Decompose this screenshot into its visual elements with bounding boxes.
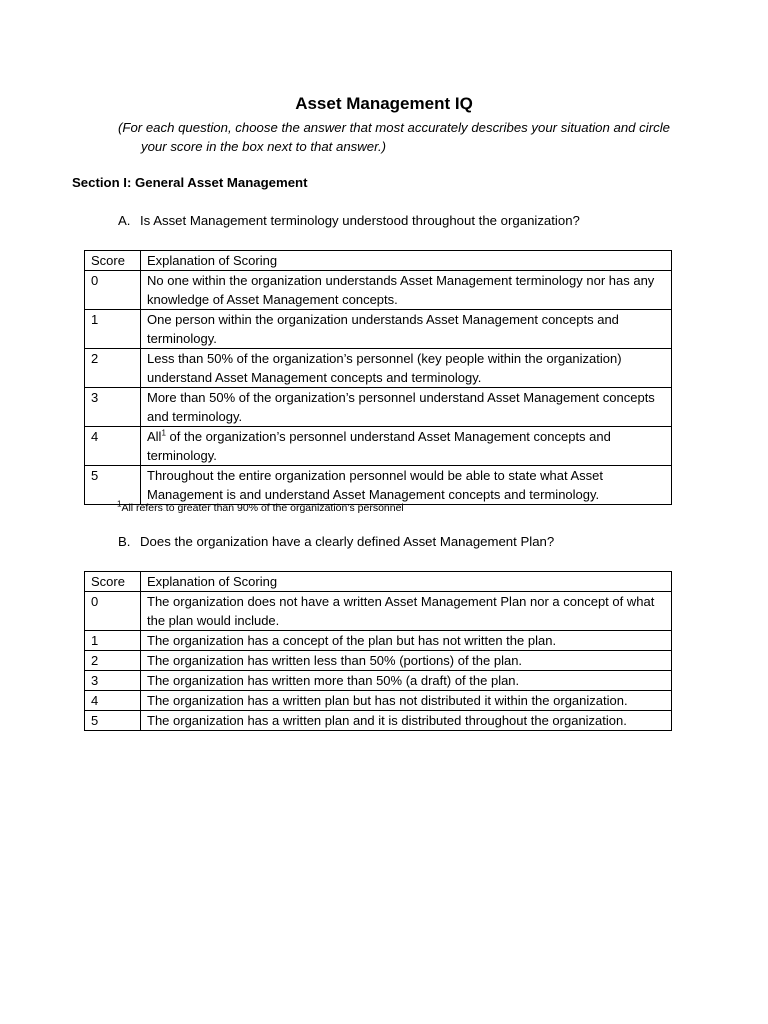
explanation-rest: of the organization’s personnel understand Asset Management concepts and terminology. (147, 429, 611, 463)
question-a-text: Is Asset Management terminology understood throughout the organization? (140, 213, 580, 228)
score-header: Score (85, 251, 141, 271)
table-header-row (85, 572, 672, 592)
explanation-cell: The organization has written less than 50% (portions) of the plan. (141, 651, 672, 671)
score-header: Score (85, 572, 141, 592)
score-cell[interactable]: 4 (85, 691, 141, 711)
explanation-cell: The organization has a written plan but has not distributed it within the organization. (141, 691, 672, 711)
scoring-table-a (84, 250, 672, 505)
score-cell[interactable]: 4 (85, 427, 141, 466)
question-b-text: Does the organization have a clearly defined Asset Management Plan? (140, 534, 555, 549)
score-cell[interactable]: 1 (85, 631, 141, 651)
score-cell[interactable]: 0 (85, 592, 141, 631)
table-row (85, 671, 672, 691)
question-b (118, 534, 554, 549)
score-cell[interactable]: 1 (85, 310, 141, 349)
table-row (85, 271, 672, 310)
table-row (85, 592, 672, 631)
table-header-row (85, 251, 672, 271)
score-cell[interactable]: 0 (85, 271, 141, 310)
explanation-prefix: All (147, 429, 162, 444)
footnote (117, 499, 404, 514)
explanation-cell: More than 50% of the organization’s personnel understand Asset Management concepts and terminology. (141, 388, 672, 427)
explanation-cell: Less than 50% of the organization’s personnel (key people within the organization) understand Asset Management concepts and terminology. (141, 349, 672, 388)
score-cell[interactable]: 2 (85, 349, 141, 388)
table-row (85, 349, 672, 388)
footnote-marker: 1 (161, 428, 166, 438)
explanation-cell: Throughout the entire organization personnel would be able to state what Asset Management is and understand Asset Management concepts and terminology. (141, 466, 672, 505)
explanation-cell: The organization does not have a written Asset Management Plan nor a concept of what the plan would include. (141, 592, 672, 631)
explanation-cell: The organization has a written plan and it is distributed throughout the organization. (141, 711, 672, 731)
instructions-line-2: your score in the box next to that answer.) (141, 139, 387, 154)
instructions (118, 118, 708, 156)
explanation-cell: One person within the organization understands Asset Management concepts and terminology. (141, 310, 672, 349)
page-title: Asset Management IQ (295, 94, 473, 113)
explanation-cell: No one within the organization understands Asset Management terminology nor has any knowledge of Asset Management concepts. (141, 271, 672, 310)
section-heading: Section I: General Asset Management (72, 175, 308, 190)
table-row (85, 711, 672, 731)
score-cell[interactable]: 5 (85, 466, 141, 505)
explanation-cell (141, 427, 672, 466)
table-row (85, 466, 672, 505)
question-b-letter: B. (118, 534, 131, 549)
table-row (85, 651, 672, 671)
instructions-line-1: (For each question, choose the answer that most accurately describes your situation and circle (118, 120, 670, 135)
question-a (118, 213, 580, 228)
score-cell[interactable]: 3 (85, 388, 141, 427)
explanation-header: Explanation of Scoring (141, 572, 672, 592)
score-cell[interactable]: 2 (85, 651, 141, 671)
scoring-table-b (84, 571, 672, 731)
explanation-cell: The organization has a concept of the plan but has not written the plan. (141, 631, 672, 651)
score-cell[interactable]: 3 (85, 671, 141, 691)
question-a-letter: A. (118, 213, 131, 228)
table-row (85, 691, 672, 711)
table-row (85, 427, 672, 466)
footnote-text: All refers to greater than 90% of the organization’s personnel (121, 502, 404, 514)
score-cell[interactable]: 5 (85, 711, 141, 731)
table-row (85, 310, 672, 349)
footnote-marker: 1 (117, 499, 122, 509)
table-row (85, 631, 672, 651)
explanation-cell: The organization has written more than 50% (a draft) of the plan. (141, 671, 672, 691)
table-row (85, 388, 672, 427)
explanation-header: Explanation of Scoring (141, 251, 672, 271)
